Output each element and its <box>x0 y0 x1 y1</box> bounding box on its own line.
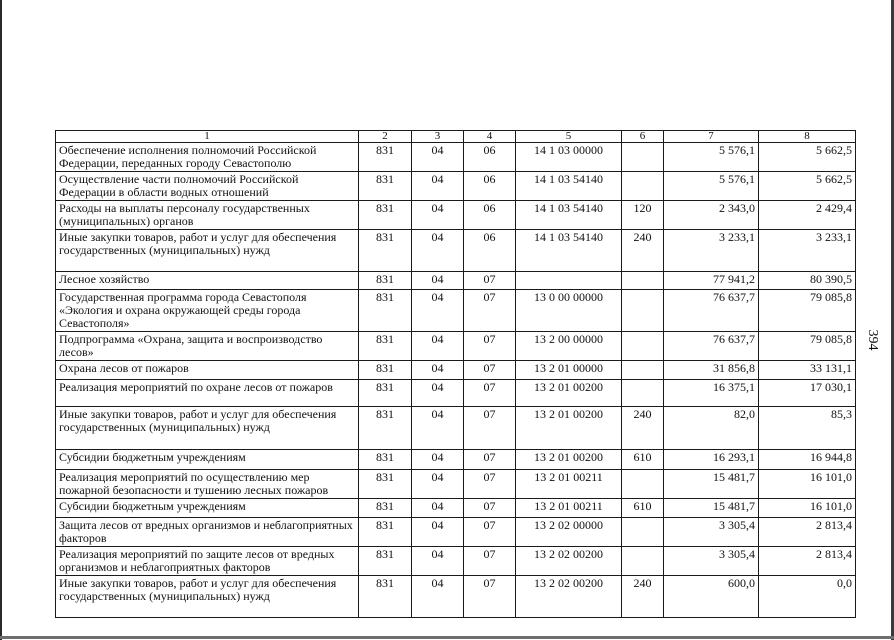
expense-type-cell: 240 <box>622 576 664 618</box>
row-name-cell: Лесное хозяйство <box>56 272 359 290</box>
amount-cell: 76 637,7 <box>664 290 759 332</box>
expense-type-cell <box>622 290 664 332</box>
table-row <box>56 290 856 332</box>
expense-type-cell: 240 <box>622 230 664 272</box>
code-cell: 831 <box>359 272 412 290</box>
amount-cell: 5 576,1 <box>664 172 759 201</box>
row-name-cell: Государственная программа города Севастополя «Экология и охрана окружающей среды города Севастополя» <box>56 290 359 332</box>
code-cell: 831 <box>359 547 412 576</box>
section-cell: 04 <box>412 361 464 380</box>
section-cell: 04 <box>412 332 464 361</box>
amount-cell: 2 813,4 <box>759 547 856 576</box>
subsection-cell: 07 <box>464 361 516 380</box>
target-article-cell: 14 1 03 00000 <box>516 143 622 172</box>
target-article-cell: 13 2 01 00211 <box>516 470 622 499</box>
subsection-cell: 07 <box>464 407 516 450</box>
code-cell: 831 <box>359 576 412 618</box>
table-row <box>56 576 856 618</box>
amount-cell: 16 101,0 <box>759 499 856 518</box>
subsection-cell: 07 <box>464 380 516 407</box>
amount-cell: 82,0 <box>664 407 759 450</box>
row-name-cell: Реализация мероприятий по охране лесов от пожаров <box>56 380 359 407</box>
target-article-cell: 13 2 01 00200 <box>516 450 622 470</box>
subsection-cell: 07 <box>464 499 516 518</box>
table-row <box>56 380 856 407</box>
section-cell: 04 <box>412 230 464 272</box>
amount-cell: 5 662,5 <box>759 143 856 172</box>
table-row <box>56 470 856 499</box>
row-name-cell: Иные закупки товаров, работ и услуг для обеспечения государственных (муниципальных) нужд <box>56 407 359 450</box>
amount-cell: 16 293,1 <box>664 450 759 470</box>
row-name-cell: Расходы на выплаты персоналу государственных (муниципальных) органов <box>56 201 359 230</box>
scan-border-left <box>0 0 2 640</box>
section-cell: 04 <box>412 547 464 576</box>
amount-cell: 600,0 <box>664 576 759 618</box>
header-cell: 1 <box>56 131 359 143</box>
subsection-cell: 07 <box>464 576 516 618</box>
table-header-row <box>56 131 856 143</box>
table-row <box>56 332 856 361</box>
code-cell: 831 <box>359 450 412 470</box>
subsection-cell: 07 <box>464 547 516 576</box>
target-article-cell: 14 1 03 54140 <box>516 172 622 201</box>
subsection-cell: 07 <box>464 450 516 470</box>
amount-cell: 33 131,1 <box>759 361 856 380</box>
section-cell: 04 <box>412 272 464 290</box>
table-row <box>56 361 856 380</box>
section-cell: 04 <box>412 576 464 618</box>
header-cell: 7 <box>664 131 759 143</box>
amount-cell: 17 030,1 <box>759 380 856 407</box>
amount-cell: 16 101,0 <box>759 470 856 499</box>
row-name-cell: Подпрограмма «Охрана, защита и воспроизводство лесов» <box>56 332 359 361</box>
target-article-cell: 13 2 01 00211 <box>516 499 622 518</box>
target-article-cell: 14 1 03 54140 <box>516 201 622 230</box>
amount-cell: 76 637,7 <box>664 332 759 361</box>
section-cell: 04 <box>412 172 464 201</box>
expense-type-cell <box>622 332 664 361</box>
section-cell: 04 <box>412 499 464 518</box>
section-cell: 04 <box>412 407 464 450</box>
section-cell: 04 <box>412 450 464 470</box>
row-name-cell: Субсидии бюджетным учреждениям <box>56 499 359 518</box>
expense-type-cell: 610 <box>622 499 664 518</box>
header-cell: 4 <box>464 131 516 143</box>
header-cell: 2 <box>359 131 412 143</box>
target-article-cell: 13 2 01 00200 <box>516 407 622 450</box>
table-row <box>56 407 856 450</box>
section-cell: 04 <box>412 290 464 332</box>
target-article-cell: 13 2 00 00000 <box>516 332 622 361</box>
row-name-cell: Иные закупки товаров, работ и услуг для обеспечения государственных (муниципальных) нужд <box>56 230 359 272</box>
code-cell: 831 <box>359 332 412 361</box>
row-name-cell: Субсидии бюджетным учреждениям <box>56 450 359 470</box>
row-name-cell: Защита лесов от вредных организмов и неблагоприятных факторов <box>56 518 359 547</box>
target-article-cell: 13 2 02 00000 <box>516 518 622 547</box>
header-cell: 8 <box>759 131 856 143</box>
amount-cell: 3 233,1 <box>664 230 759 272</box>
expense-type-cell <box>622 172 664 201</box>
row-name-cell: Реализация мероприятий по защите лесов от вредных организмов и неблагоприятных факторов <box>56 547 359 576</box>
row-name-cell: Охрана лесов от пожаров <box>56 361 359 380</box>
code-cell: 831 <box>359 172 412 201</box>
expense-type-cell <box>622 143 664 172</box>
target-article-cell: 13 2 02 00200 <box>516 547 622 576</box>
row-name-cell: Осуществление части полномочий Российской Федерации в области водных отношений <box>56 172 359 201</box>
amount-cell: 3 233,1 <box>759 230 856 272</box>
code-cell: 831 <box>359 361 412 380</box>
target-article-cell <box>516 272 622 290</box>
expense-type-cell <box>622 470 664 499</box>
code-cell: 831 <box>359 407 412 450</box>
row-name-cell: Обеспечение исполнения полномочий Российской Федерации, переданных городу Севастополю <box>56 143 359 172</box>
target-article-cell: 13 2 01 00200 <box>516 380 622 407</box>
table-row <box>56 518 856 547</box>
subsection-cell: 06 <box>464 201 516 230</box>
target-article-cell: 13 2 01 00000 <box>516 361 622 380</box>
row-name-cell: Реализация мероприятий по осуществлению мер пожарной безопасности и тушению лесных пожаров <box>56 470 359 499</box>
amount-cell: 31 856,8 <box>664 361 759 380</box>
code-cell: 831 <box>359 518 412 547</box>
table-row <box>56 450 856 470</box>
expense-type-cell <box>622 518 664 547</box>
table-row <box>56 272 856 290</box>
header-cell: 3 <box>412 131 464 143</box>
code-cell: 831 <box>359 290 412 332</box>
subsection-cell: 07 <box>464 272 516 290</box>
amount-cell: 77 941,2 <box>664 272 759 290</box>
subsection-cell: 06 <box>464 230 516 272</box>
subsection-cell: 07 <box>464 518 516 547</box>
expense-type-cell: 610 <box>622 450 664 470</box>
code-cell: 831 <box>359 499 412 518</box>
amount-cell: 16 944,8 <box>759 450 856 470</box>
subsection-cell: 07 <box>464 470 516 499</box>
table-body <box>56 143 856 618</box>
amount-cell: 85,3 <box>759 407 856 450</box>
section-cell: 04 <box>412 201 464 230</box>
amount-cell: 79 085,8 <box>759 332 856 361</box>
section-cell: 04 <box>412 518 464 547</box>
section-cell: 04 <box>412 380 464 407</box>
expense-type-cell <box>622 272 664 290</box>
amount-cell: 3 305,4 <box>664 547 759 576</box>
table-row <box>56 172 856 201</box>
table-row <box>56 201 856 230</box>
target-article-cell: 13 0 00 00000 <box>516 290 622 332</box>
expense-type-cell: 240 <box>622 407 664 450</box>
target-article-cell: 13 2 02 00200 <box>516 576 622 618</box>
expense-type-cell <box>622 547 664 576</box>
subsection-cell: 06 <box>464 143 516 172</box>
subsection-cell: 07 <box>464 290 516 332</box>
table-row <box>56 230 856 272</box>
target-article-cell: 14 1 03 54140 <box>516 230 622 272</box>
row-name-cell: Иные закупки товаров, работ и услуг для обеспечения государственных (муниципальных) нужд <box>56 576 359 618</box>
amount-cell: 2 343,0 <box>664 201 759 230</box>
scan-border-bottom <box>0 636 894 639</box>
header-cell: 5 <box>516 131 622 143</box>
subsection-cell: 07 <box>464 332 516 361</box>
subsection-cell: 06 <box>464 172 516 201</box>
amount-cell: 80 390,5 <box>759 272 856 290</box>
expense-type-cell <box>622 380 664 407</box>
table-row <box>56 499 856 518</box>
amount-cell: 3 305,4 <box>664 518 759 547</box>
table-row <box>56 143 856 172</box>
expense-type-cell <box>622 361 664 380</box>
header-cell: 6 <box>622 131 664 143</box>
amount-cell: 15 481,7 <box>664 499 759 518</box>
code-cell: 831 <box>359 230 412 272</box>
code-cell: 831 <box>359 470 412 499</box>
amount-cell: 2 813,4 <box>759 518 856 547</box>
section-cell: 04 <box>412 470 464 499</box>
code-cell: 831 <box>359 201 412 230</box>
budget-table <box>55 130 856 618</box>
amount-cell: 16 375,1 <box>664 380 759 407</box>
expense-type-cell: 120 <box>622 201 664 230</box>
page-number: 394 <box>865 329 880 351</box>
amount-cell: 5 662,5 <box>759 172 856 201</box>
amount-cell: 2 429,4 <box>759 201 856 230</box>
amount-cell: 79 085,8 <box>759 290 856 332</box>
code-cell: 831 <box>359 143 412 172</box>
amount-cell: 0,0 <box>759 576 856 618</box>
amount-cell: 5 576,1 <box>664 143 759 172</box>
amount-cell: 15 481,7 <box>664 470 759 499</box>
table-row <box>56 547 856 576</box>
code-cell: 831 <box>359 380 412 407</box>
section-cell: 04 <box>412 143 464 172</box>
